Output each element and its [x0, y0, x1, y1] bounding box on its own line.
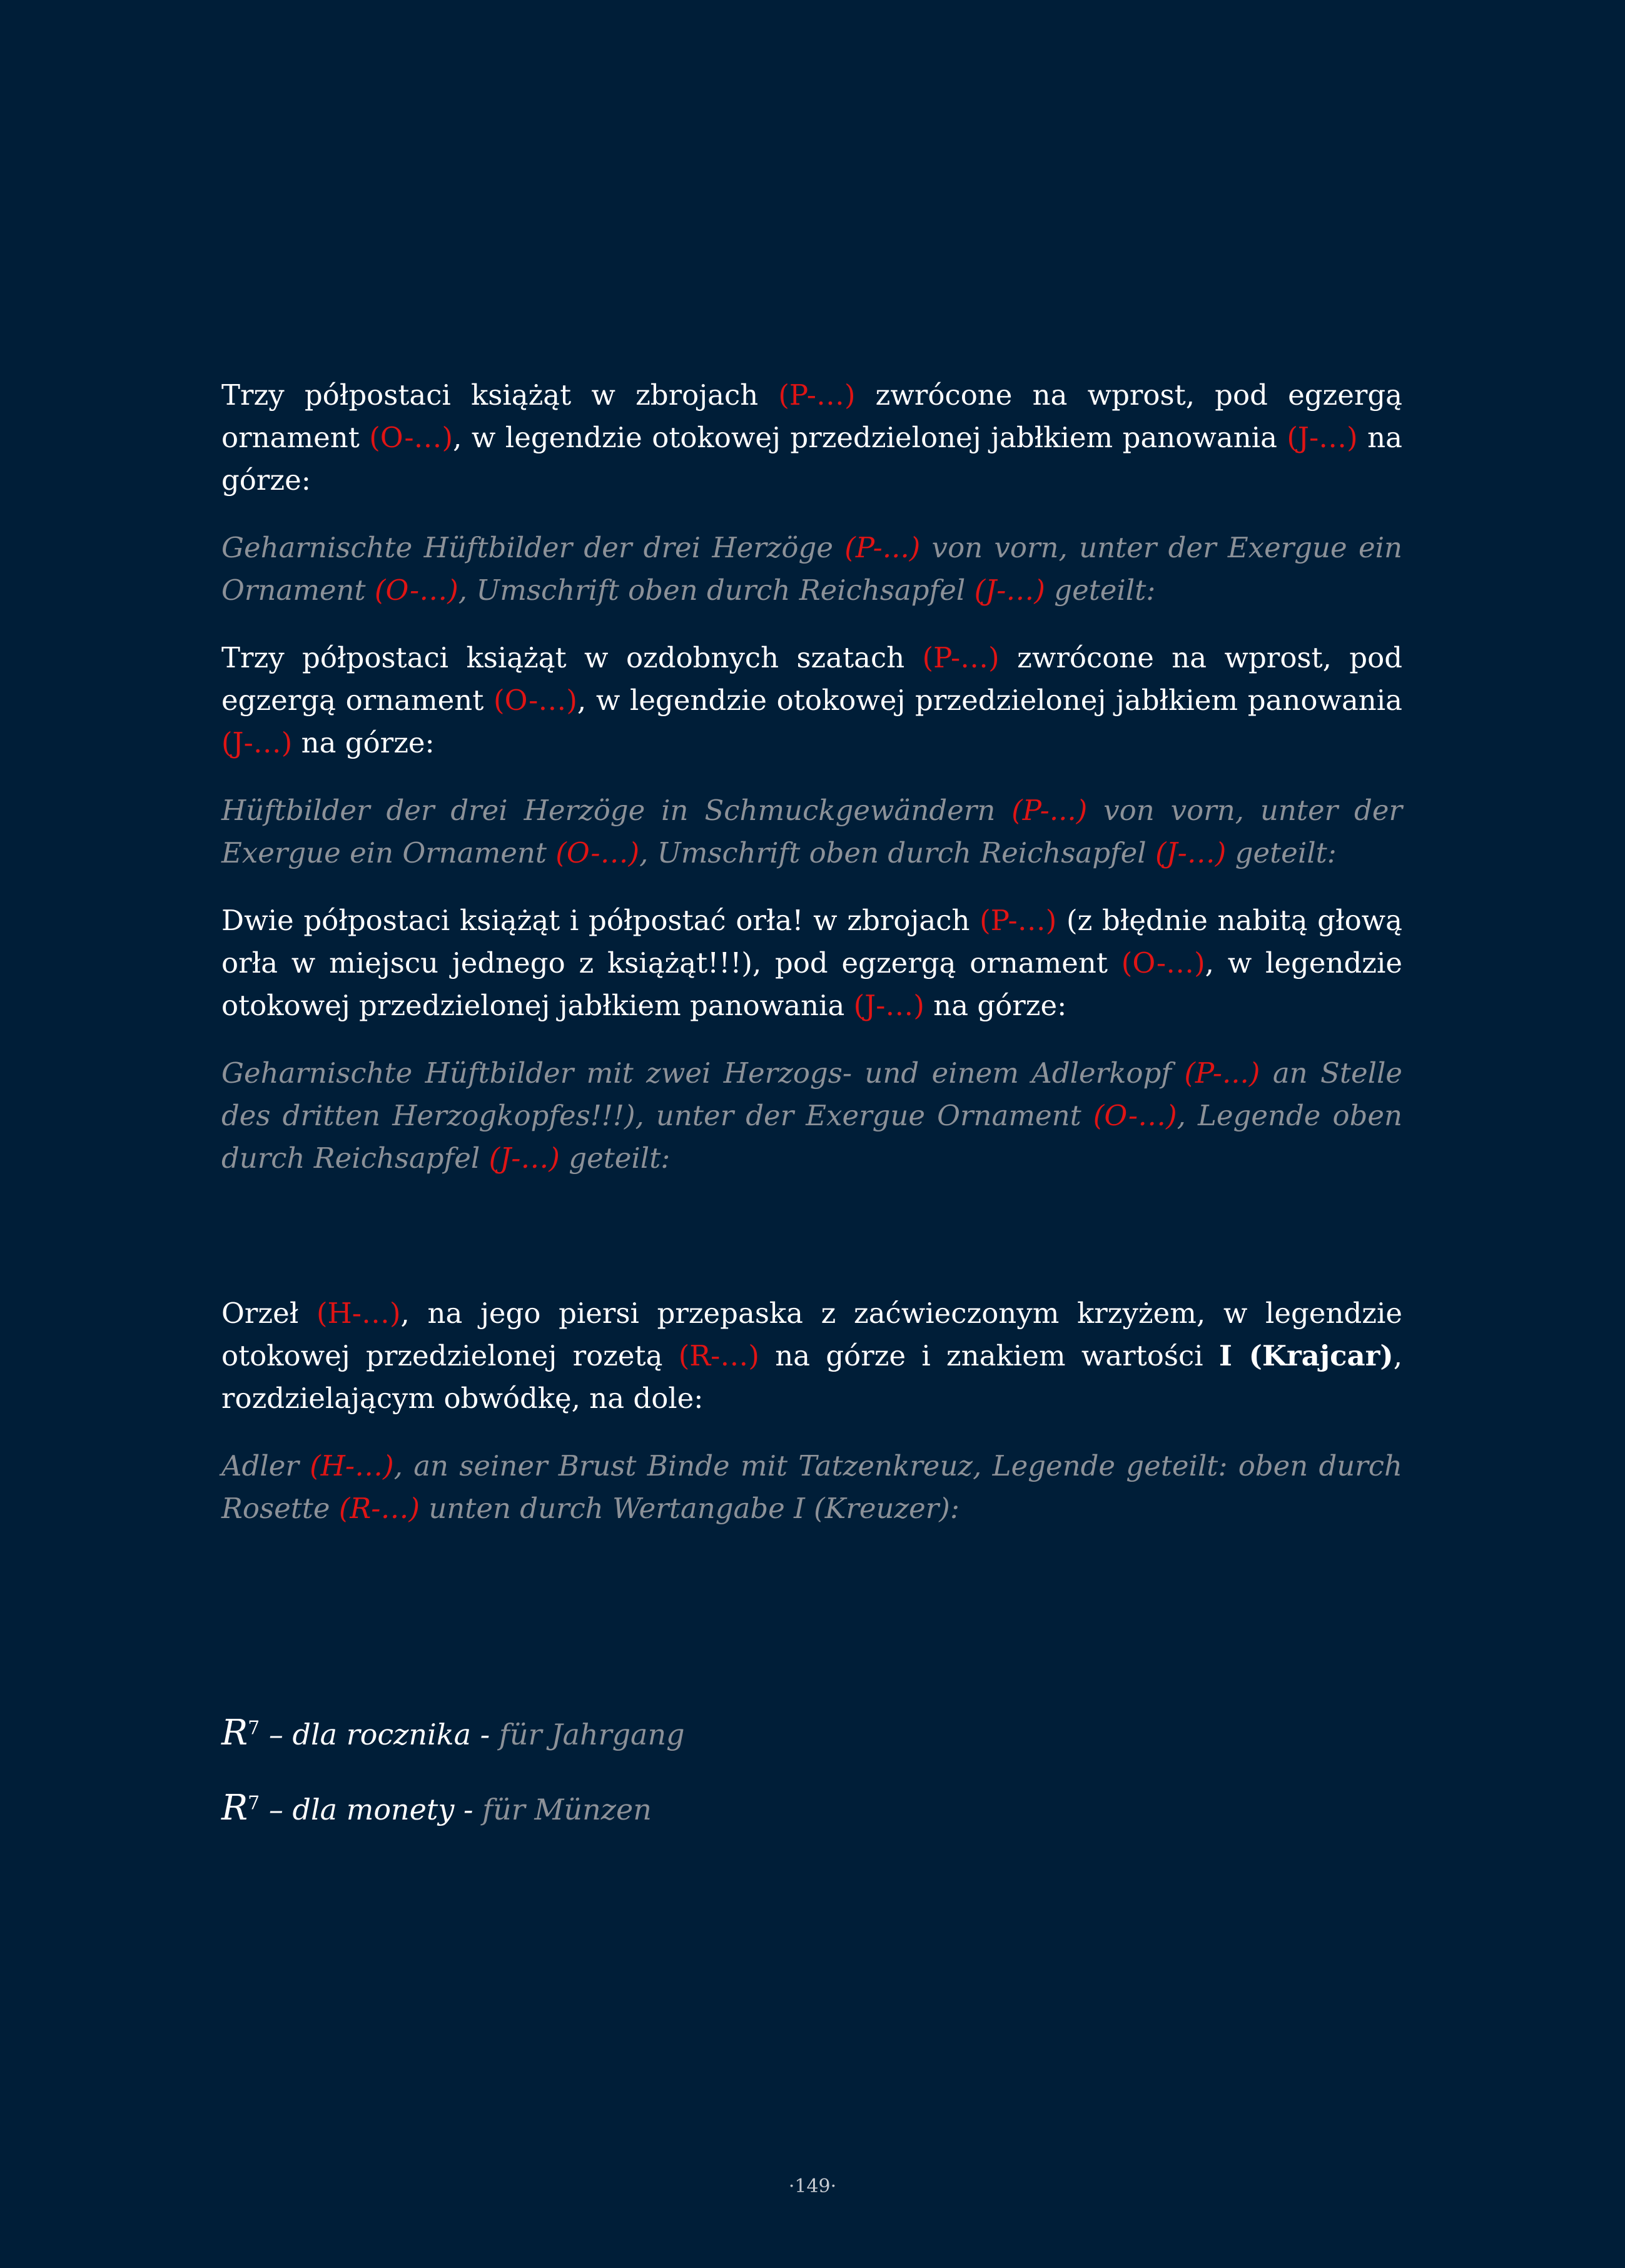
rarity-year: $R^7$ – dla rocznika - für Jahrgang [221, 1713, 685, 1753]
obverse-description-pl-2: Trzy półpostaci książąt w ozdobnych szatach (P-…) zwrócone na wprost, pod egzergą ornament (O-…), w legendzie otokowej przedzielonej jabłkiem panowania (J-…) na górze: [221, 641, 1403, 759]
obverse-description-de-3: Geharnischte Hüftbilder mit zwei Herzogs- und einem Adlerkopf (P-...) an Stelle des dritten Herzogkopfes!!!), unter der Exergue Ornament (O-…), Legende oben durch Reichsapfel (J-…) geteilt: [221, 1056, 1402, 1175]
obverse-description-pl-1: Trzy półpostaci książąt w zbrojach (P-…) zwrócone na wprost, pod egzergą ornament (O-…), w legendzie otokowej przedzielonej jabłkiem panowania (J-…) na górze: [221, 378, 1402, 497]
obverse-description-de-1: Geharnischte Hüftbilder der drei Herzöge (P-...) von vorn, unter der Exergue ein Ornament (O-…), Umschrift oben durch Reichsapfel (J-…) geteilt: [221, 531, 1402, 607]
obverse-description-de-2: Hüftbilder der drei Herzöge in Schmuckgewändern (P-...) von vorn, unter der Exergue ein Ornament (O-…), Umschrift oben durch Reichsapfel (J-…) geteilt: [221, 794, 1402, 869]
page-number-ornament-right: · [830, 2175, 837, 2197]
reverse-description-de: Adler (H-…), an seiner Brust Binde mit Tatzenkreuz, Legende geteilt: oben durch Rosette (R-…) unten durch Wertangabe I (Kreuzer): [221, 1449, 1402, 1525]
section-spacer [221, 1205, 1402, 1292]
obverse-description-pl-3: Dwie półpostaci książąt i półpostać orła! w zbrojach (P-…) (z błędnie nabitą głową orła w miejscu jednego z książąt!!!), pod egzergą ornament (O-…), w legendzie otokowej przedzielonej jabłkiem panowania (J-…) na górze: [221, 904, 1403, 1022]
page-number-ornament-left: · [788, 2175, 795, 2197]
page-content [221, 374, 1402, 1861]
rarity-coin: $R^7$ – dla monety - für Münzen [221, 1788, 652, 1828]
reverse-description-pl: Orzeł (H-…), na jego piersi przepaska z zaćwieczonym krzyżem, w legendzie otokowej przedzielonej rozetą (R-…) na górze i znakiem wartości I (Krajcar), rozdzielającym obwódkę, na dole: [221, 1297, 1403, 1415]
page-number [0, 2175, 1625, 2197]
section-spacer [221, 1555, 1402, 1711]
page-number-value: 149 [794, 2175, 831, 2197]
